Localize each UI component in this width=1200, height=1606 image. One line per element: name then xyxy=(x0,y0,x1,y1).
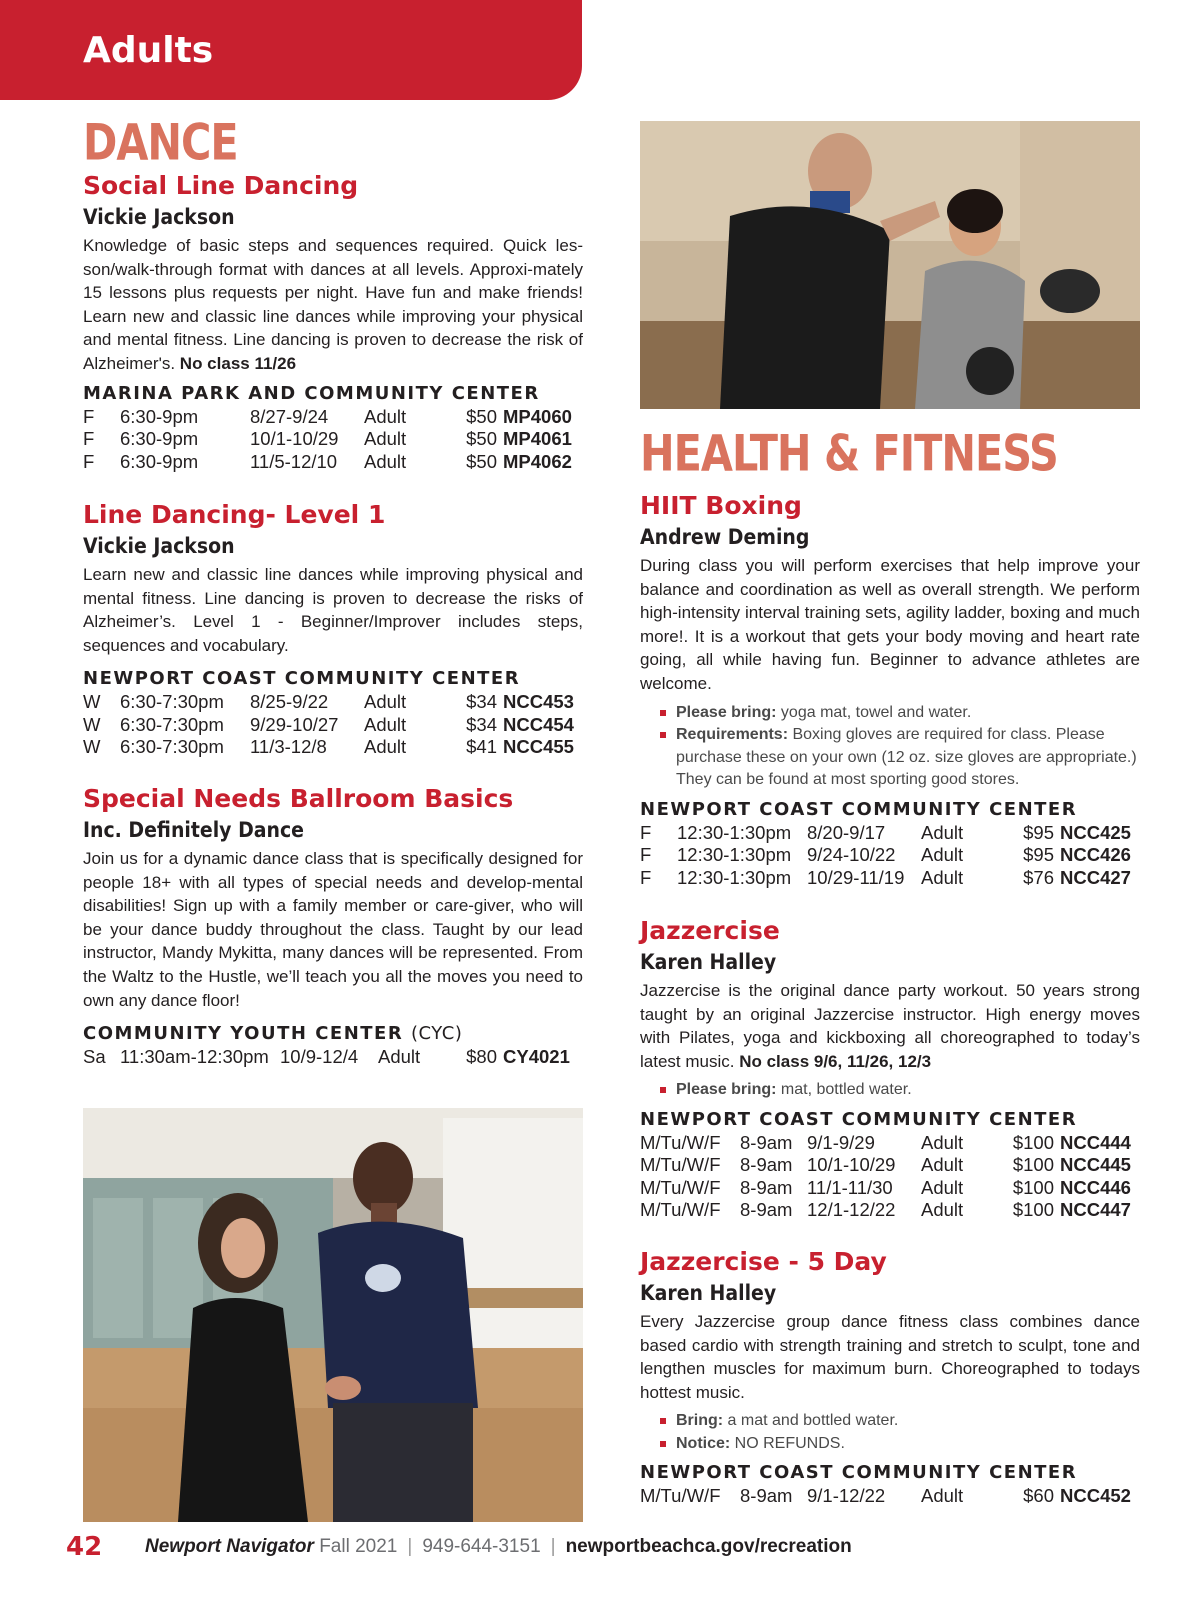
session-fee: $100 xyxy=(1012,1199,1054,1221)
session-age: Adult xyxy=(921,821,964,843)
session-code: NCC447 xyxy=(1060,1199,1131,1221)
session-fee: $95 xyxy=(1023,821,1054,843)
session-dates: 8/20-9/17 xyxy=(807,821,886,843)
course-instructor: Vickie Jackson xyxy=(83,534,235,559)
session-dates: 10/1-10/29 xyxy=(807,1154,896,1176)
session-age: Adult xyxy=(364,691,407,713)
session-fee: $50 xyxy=(466,428,497,450)
course-title: Social Line Dancing xyxy=(83,171,359,200)
session-code: NCC427 xyxy=(1060,866,1131,888)
session-time: 6:30-7:30pm xyxy=(120,736,224,758)
session-dates: 10/1-10/29 xyxy=(250,428,339,450)
session-code: MP4061 xyxy=(503,428,572,450)
footer-divider: | xyxy=(407,1536,413,1557)
session-code: NCC454 xyxy=(503,713,574,735)
session-age: Adult xyxy=(378,1046,421,1068)
session-time: 6:30-9pm xyxy=(120,450,199,472)
session-age: Adult xyxy=(364,405,407,427)
schedule-row xyxy=(640,1132,1140,1155)
session-day: W xyxy=(83,713,101,735)
schedule-row xyxy=(83,406,583,429)
course-social-line-dancing xyxy=(83,170,583,473)
session-time: 8-9am xyxy=(740,1176,793,1198)
session-fee: $60 xyxy=(1023,1485,1054,1507)
course-location: NEWPORT COAST COMMUNITY CENTER xyxy=(640,1462,1078,1484)
session-time: 8-9am xyxy=(740,1199,793,1221)
course-instructor: Karen Halley xyxy=(640,950,777,975)
footer-divider: | xyxy=(550,1536,556,1557)
session-dates: 12/1-12/22 xyxy=(807,1199,896,1221)
course-description: Join us for a dynamic dance class that is specifically designed for people 18+ with all types of special needs and develop-mental disabilities! Sign up with a family member or care-giver, who will be your dance buddy throughout the class. Taught by our lead instructor, Mandy Mykitta, many dances will be represented. From the Waltz to the Hustle, we’ll teach you all the moves you need to own any dance floor! xyxy=(83,848,583,1010)
session-day: Sa xyxy=(83,1046,106,1068)
health-fitness-section-title: HEALTH & FITNESS xyxy=(640,424,1058,483)
course-instructor: Andrew Deming xyxy=(640,525,810,549)
session-dates: 11/1-11/30 xyxy=(807,1176,893,1198)
session-time: 6:30-7:30pm xyxy=(120,713,224,735)
session-age: Adult xyxy=(921,1485,964,1507)
course-title: Jazzercise xyxy=(640,916,780,946)
footer-phone: 949-644-3151 xyxy=(422,1536,541,1557)
schedule-row xyxy=(83,1046,583,1069)
session-dates: 8/27-9/24 xyxy=(250,405,329,427)
session-time: 8-9am xyxy=(740,1131,793,1153)
session-code: NCC444 xyxy=(1060,1131,1131,1153)
course-location: MARINA PARK AND COMMUNITY CENTER xyxy=(83,382,540,404)
schedule-table xyxy=(640,1132,1140,1222)
course-title: Special Needs Ballroom Basics xyxy=(83,783,514,813)
boxing-photo xyxy=(640,121,1140,409)
session-time: 8-9am xyxy=(740,1154,793,1176)
course-jazzercise xyxy=(640,915,1140,1222)
boxing-photo-image xyxy=(640,121,1140,409)
session-age: Adult xyxy=(364,450,407,472)
session-code: MP4060 xyxy=(503,405,572,427)
schedule-table xyxy=(640,822,1140,890)
course-hiit-boxing xyxy=(640,490,1140,889)
footer-info xyxy=(145,1536,852,1558)
session-day: F xyxy=(83,428,95,450)
schedule-row xyxy=(640,867,1140,890)
session-day: M/Tu/W/F xyxy=(640,1176,721,1198)
course-special-needs-ballroom xyxy=(83,783,583,1069)
session-day: F xyxy=(83,450,95,472)
session-fee: $80 xyxy=(466,1046,497,1068)
course-instructor: Inc. Definitely Dance xyxy=(83,817,304,842)
session-day: F xyxy=(83,405,95,427)
session-age: Adult xyxy=(921,844,964,866)
publication-season: Fall 2021 xyxy=(319,1536,398,1557)
session-day: M/Tu/W/F xyxy=(640,1485,721,1507)
course-bullets xyxy=(640,1410,1140,1455)
session-time: 11:30am-12:30pm xyxy=(120,1046,269,1068)
dance-section-title: DANCE xyxy=(83,113,238,172)
session-age: Adult xyxy=(921,1131,964,1153)
course-description: Every Jazzercise group dance fitness class combines dance based cardio with strength training and stretch to sculpt, tone and lengthen muscles for maximum burn. Choreographed to todays hottest music. xyxy=(640,1311,1140,1402)
session-code: NCC452 xyxy=(1060,1485,1131,1507)
schedule-row xyxy=(640,1199,1140,1222)
session-time: 12:30-1:30pm xyxy=(677,821,792,843)
schedule-table xyxy=(83,1046,583,1069)
schedule-row xyxy=(83,714,583,737)
page-footer xyxy=(0,1530,1200,1570)
bullet-item: Requirements: Boxing gloves are required for class. Please purchase these on your own (12 oz. size gloves are appropriate.) They can be found at most sporting good stores. xyxy=(640,724,1140,792)
session-age: Adult xyxy=(921,866,964,888)
session-time: 6:30-7:30pm xyxy=(120,691,224,713)
session-code: NCC446 xyxy=(1060,1176,1131,1198)
schedule-row xyxy=(640,1485,1140,1508)
schedule-table xyxy=(83,406,583,474)
session-day: W xyxy=(83,736,101,758)
course-title: HIIT Boxing xyxy=(640,491,802,520)
schedule-row xyxy=(83,691,583,714)
session-fee: $76 xyxy=(1023,866,1054,888)
course-location: NEWPORT COAST COMMUNITY CENTER xyxy=(640,798,1078,820)
course-title: Jazzercise - 5 Day xyxy=(640,1246,887,1276)
session-dates: 9/1-12/22 xyxy=(807,1485,886,1507)
section-tab-label: Adults xyxy=(83,30,214,71)
page-number: 42 xyxy=(66,1532,103,1562)
course-note: No class 11/26 xyxy=(179,353,297,373)
schedule-row xyxy=(640,822,1140,845)
session-fee: $100 xyxy=(1012,1154,1054,1176)
course-note: No class 9/6, 11/26, 12/3 xyxy=(739,1051,932,1071)
session-fee: $41 xyxy=(466,736,497,758)
course-description: Knowledge of basic steps and sequences required. Quick les-son/walk-through format with dances at all levels. Approxi-mately 15 lessons plus requests per night. Have fun and make friends! Learn new and classic line dances while improving your physical and mental fitness. Line dancing is proven to decrease the risk of Alzheimer's. No class 11/26 xyxy=(83,236,583,373)
session-day: F xyxy=(640,844,652,866)
session-code: NCC445 xyxy=(1060,1154,1131,1176)
session-dates: 10/29-11/19 xyxy=(807,866,905,888)
course-instructor: Karen Halley xyxy=(640,1280,777,1305)
session-day: W xyxy=(83,691,101,713)
course-bullets xyxy=(640,1079,1140,1102)
session-fee: $100 xyxy=(1012,1131,1054,1153)
course-description: During class you will perform exercises that help improve your balance and coordination as well as overall strength. We perform high-intensity interval training sets, agility ladder, boxing and much more!. It is a workout that gets your body moving and heart rate going, all while having fun. Beginner to advance athletes are welcome. xyxy=(640,556,1140,693)
session-fee: $100 xyxy=(1012,1176,1054,1198)
schedule-row xyxy=(83,451,583,474)
session-dates: 11/5-12/10 xyxy=(250,450,338,472)
bullet-item: Please bring: mat, bottled water. xyxy=(640,1079,1140,1102)
session-fee: $34 xyxy=(466,691,497,713)
session-fee: $50 xyxy=(466,405,497,427)
course-description: Jazzercise is the original dance party workout. 50 years strong taught by an original Jazzercise instructor. High energy moves with Pilates, yoga and kickboxing all choreographed to today’s latest music. No class 9/6, 11/26, 12/3 xyxy=(640,981,1140,1071)
location-abbr: (CYC) xyxy=(411,1023,463,1045)
session-age: Adult xyxy=(364,428,407,450)
bullet-item: Notice: NO REFUNDS. xyxy=(640,1433,1140,1456)
session-code: NCC425 xyxy=(1060,821,1131,843)
schedule-row xyxy=(640,1177,1140,1200)
course-description: Learn new and classic line dances while improving physical and mental fitness. Line dancing is proven to decrease the risks of Alzheimer’s. Level 1 - Beginner/Improver includes steps, sequences and vocabulary. xyxy=(83,565,583,655)
publication-name: Newport Navigator xyxy=(145,1536,314,1557)
session-age: Adult xyxy=(921,1176,964,1198)
session-time: 6:30-9pm xyxy=(120,405,199,427)
session-code: NCC426 xyxy=(1060,844,1131,866)
schedule-row xyxy=(640,1154,1140,1177)
session-code: NCC455 xyxy=(503,736,574,758)
session-age: Adult xyxy=(921,1154,964,1176)
session-day: M/Tu/W/F xyxy=(640,1154,721,1176)
course-instructor: Vickie Jackson xyxy=(83,205,235,229)
session-age: Adult xyxy=(364,713,407,735)
course-jazzercise-5-day xyxy=(640,1246,1140,1508)
course-location: NEWPORT COAST COMMUNITY CENTER xyxy=(83,668,521,690)
bullet-item: Please bring: yoga mat, towel and water. xyxy=(640,702,1140,725)
schedule-table xyxy=(83,691,583,759)
schedule-row xyxy=(640,844,1140,867)
session-dates: 9/1-9/29 xyxy=(807,1131,875,1153)
bullet-item: Bring: a mat and bottled water. xyxy=(640,1410,1140,1433)
dance-photo-image xyxy=(83,1108,583,1522)
session-age: Adult xyxy=(921,1199,964,1221)
course-location: COMMUNITY YOUTH CENTER (CYC) xyxy=(83,1023,463,1045)
dance-photo xyxy=(83,1108,583,1522)
session-fee: $34 xyxy=(466,713,497,735)
session-fee: $50 xyxy=(466,450,497,472)
session-time: 12:30-1:30pm xyxy=(677,844,792,866)
session-dates: 9/24-10/22 xyxy=(807,844,896,866)
course-bullets xyxy=(640,702,1140,792)
session-time: 12:30-1:30pm xyxy=(677,866,792,888)
session-dates: 9/29-10/27 xyxy=(250,713,339,735)
session-day: F xyxy=(640,866,652,888)
session-age: Adult xyxy=(364,736,407,758)
schedule-table xyxy=(640,1485,1140,1508)
course-line-dancing-level-1 xyxy=(83,499,583,759)
session-code: CY4021 xyxy=(503,1046,570,1068)
dance-column xyxy=(83,170,583,1069)
session-dates: 10/9-12/4 xyxy=(280,1046,359,1068)
schedule-row xyxy=(83,736,583,759)
session-dates: 8/25-9/22 xyxy=(250,691,329,713)
footer-url-link[interactable]: newportbeachca.gov/recreation xyxy=(565,1536,852,1557)
session-time: 8-9am xyxy=(740,1485,793,1507)
course-title: Line Dancing- Level 1 xyxy=(83,500,386,530)
session-dates: 11/3-12/8 xyxy=(250,736,327,758)
course-location: NEWPORT COAST COMMUNITY CENTER xyxy=(640,1108,1078,1130)
session-code: NCC453 xyxy=(503,691,574,713)
session-day: F xyxy=(640,821,652,843)
section-tab xyxy=(0,0,582,100)
session-code: MP4062 xyxy=(503,450,572,472)
session-day: M/Tu/W/F xyxy=(640,1199,721,1221)
session-fee: $95 xyxy=(1023,844,1054,866)
session-time: 6:30-9pm xyxy=(120,428,199,450)
session-day: M/Tu/W/F xyxy=(640,1131,721,1153)
schedule-row xyxy=(83,428,583,451)
fitness-column xyxy=(640,490,1140,1508)
